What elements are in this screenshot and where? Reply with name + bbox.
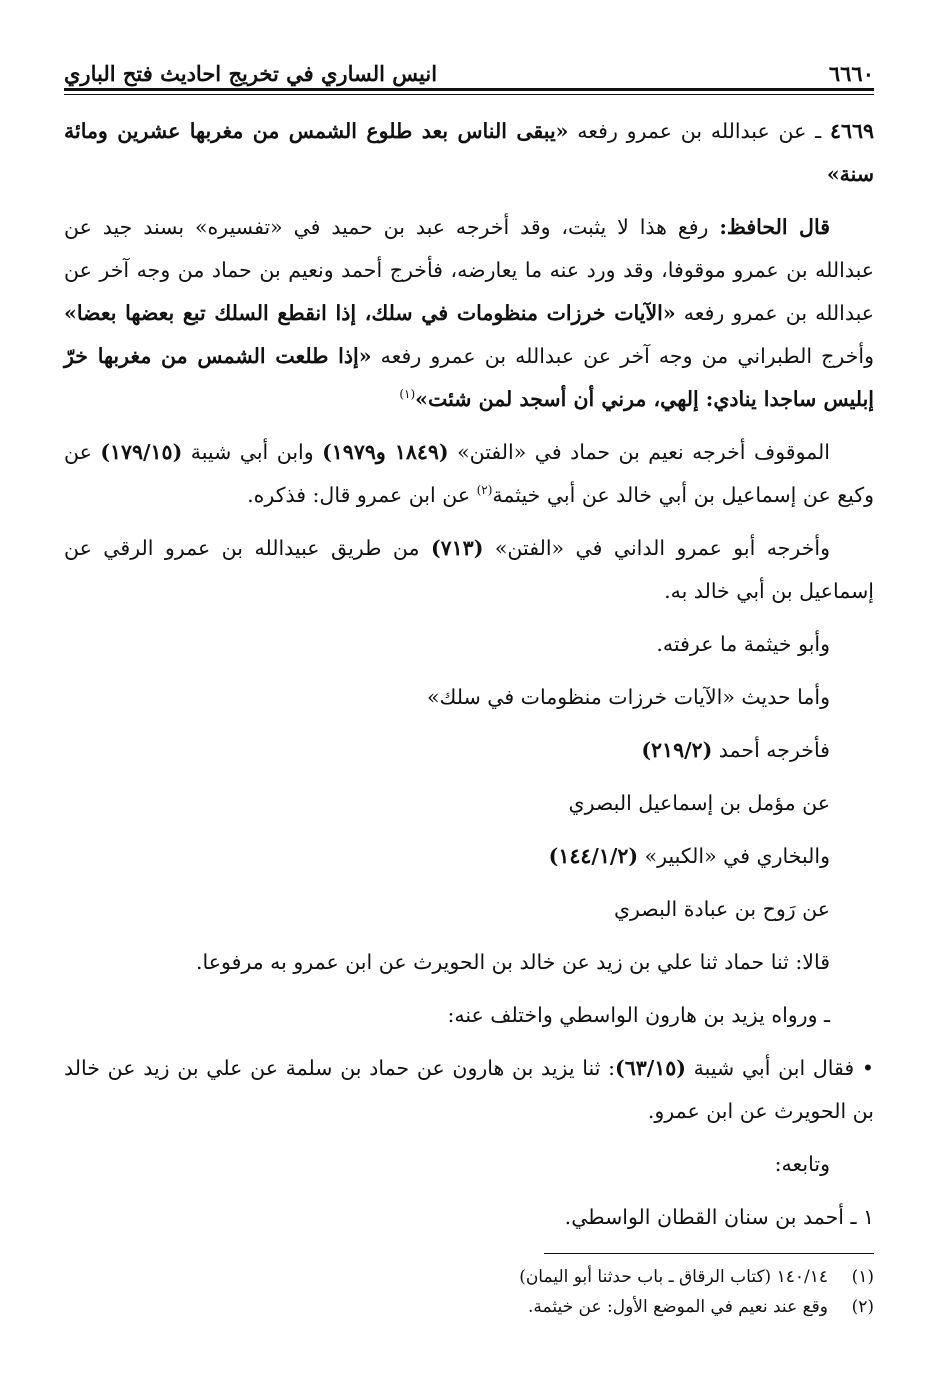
footnote [64, 1262, 874, 1292]
text-run: عن ابن عمرو قال: فذكره. [247, 483, 477, 507]
footnote-separator [544, 1253, 874, 1254]
reference-number: (٢١٩/٢) [641, 738, 713, 762]
hadith-number: ٤٦٦٩ [829, 119, 874, 143]
text-run: عن وكيع عن إسماعيل بن أبي خالد عن أبي خيثمة [64, 440, 874, 507]
running-header [64, 52, 874, 86]
reference-number: (١٤٤/١/٢) [548, 844, 639, 868]
footnote-number: (٢) [851, 1297, 874, 1317]
text-run: من طريق عبيدالله بن عمرو الرقي عن إسماعيل بن أبي خالد به. [64, 536, 874, 603]
reference-number: (٧١٣) [430, 536, 484, 560]
main-text [64, 110, 874, 1249]
hadith-intro: ـ عن عبدالله بن عمرو رفعه [568, 119, 830, 143]
header-rule-thin [64, 94, 874, 95]
text-run: وأخرجه أبو عمرو الداني في «الفتن» [483, 536, 830, 560]
commentary-text-1: رفع هذا لا يثبت، وقد أخرجه عبد بن حميد في «تفسيره» بسند جيد عن عبدالله بن عمرو موقوفا، وقد ورد عنه ما يعارضه، فأخرج أحمد ونعيم بن حماد من وجه آخر عن عبدالله بن عمرو رفعه [64, 215, 875, 325]
hadith-matn: «يبقى الناس بعد طلوع الشمس من مغربها عشرين ومائة سنة» [64, 119, 874, 186]
hafiz-label: قال الحافظ: [719, 215, 830, 239]
numbered-item: ١ ـ أحمد بن سنان القطان الواسطي. [564, 1205, 874, 1229]
footnotes [64, 1262, 874, 1322]
quoted-hadith-1: «الآيات خرزات منظومات في سلك، إذا انقطع السلك تبع بعضها بعضا» [64, 301, 676, 325]
text-line [64, 835, 874, 878]
text-line: قالا: ثنا حماد ثنا علي بن زيد عن خالد بن الحويرث عن ابن عمرو به مرفوعا. [195, 950, 830, 974]
text-line: عن رَوح بن عبادة البصري [613, 897, 830, 921]
text-run: والبخاري في «الكبير» [638, 844, 830, 868]
text-run: فأخرجه أحمد [712, 738, 830, 762]
footnote [64, 1292, 874, 1322]
footnote-ref-2: (٢) [476, 483, 493, 498]
book-title: انيس الساري في تخريج احاديث فتح الباري [64, 61, 438, 86]
text-run: الموقوف أخرجه نعيم بن حماد في «الفتن» [448, 440, 830, 464]
text-line: وتابعه: [774, 1152, 830, 1176]
footnote-text: ١٤٠/١٤ (كتاب الرقاق ـ باب حدثنا أبو اليمان) [519, 1267, 828, 1287]
text-line: وأما حديث «الآيات خرزات منظومات في سلك» [426, 685, 830, 709]
text-line: وأبو خيثمة ما عرفته. [656, 632, 830, 656]
text-line: عن مؤمل بن إسماعيل البصري [568, 791, 830, 815]
text-run: : ثنا يزيد بن هارون عن حماد بن سلمة عن علي بن زيد عن خالد بن الحويرث عن ابن عمرو. [64, 1056, 874, 1123]
footnote-text: وقع عند نعيم في الموضع الأول: عن خيثمة. [528, 1297, 828, 1317]
footnote-number: (١) [851, 1267, 874, 1287]
reference-number: (٦٣/١٥) [615, 1056, 686, 1080]
text-run: • فقال ابن أبي شيبة [685, 1056, 874, 1080]
header-rule [64, 88, 874, 91]
footnote-ref-1: (١) [399, 387, 416, 402]
quoted-hadith-2: «إذا طلعت الشمس من مغربها خرّ إبليس ساجدا ينادي: إلهي، مرني أن أسجد لمن شئت» [64, 344, 874, 411]
reference-number: (١٧٩/١٥) [100, 440, 183, 464]
hadith-paragraph [64, 110, 874, 196]
mawquf-paragraph [64, 431, 874, 517]
commentary-paragraph [64, 206, 874, 421]
text-line: ـ ورواه يزيد بن هارون الواسطي واختلف عنه: [447, 1003, 830, 1027]
text-run: وابن أبي شيبة [182, 440, 323, 464]
dani-paragraph [64, 527, 874, 613]
page-number: ٦٦٦٠ [828, 61, 874, 86]
reference-number: (١٨٤٩ و١٩٧٩) [322, 440, 449, 464]
bullet-paragraph [64, 1047, 874, 1133]
commentary-text-2: وأخرج الطبراني من وجه آخر عن عبدالله بن عمرو رفعه [371, 344, 874, 368]
text-line [64, 729, 874, 772]
